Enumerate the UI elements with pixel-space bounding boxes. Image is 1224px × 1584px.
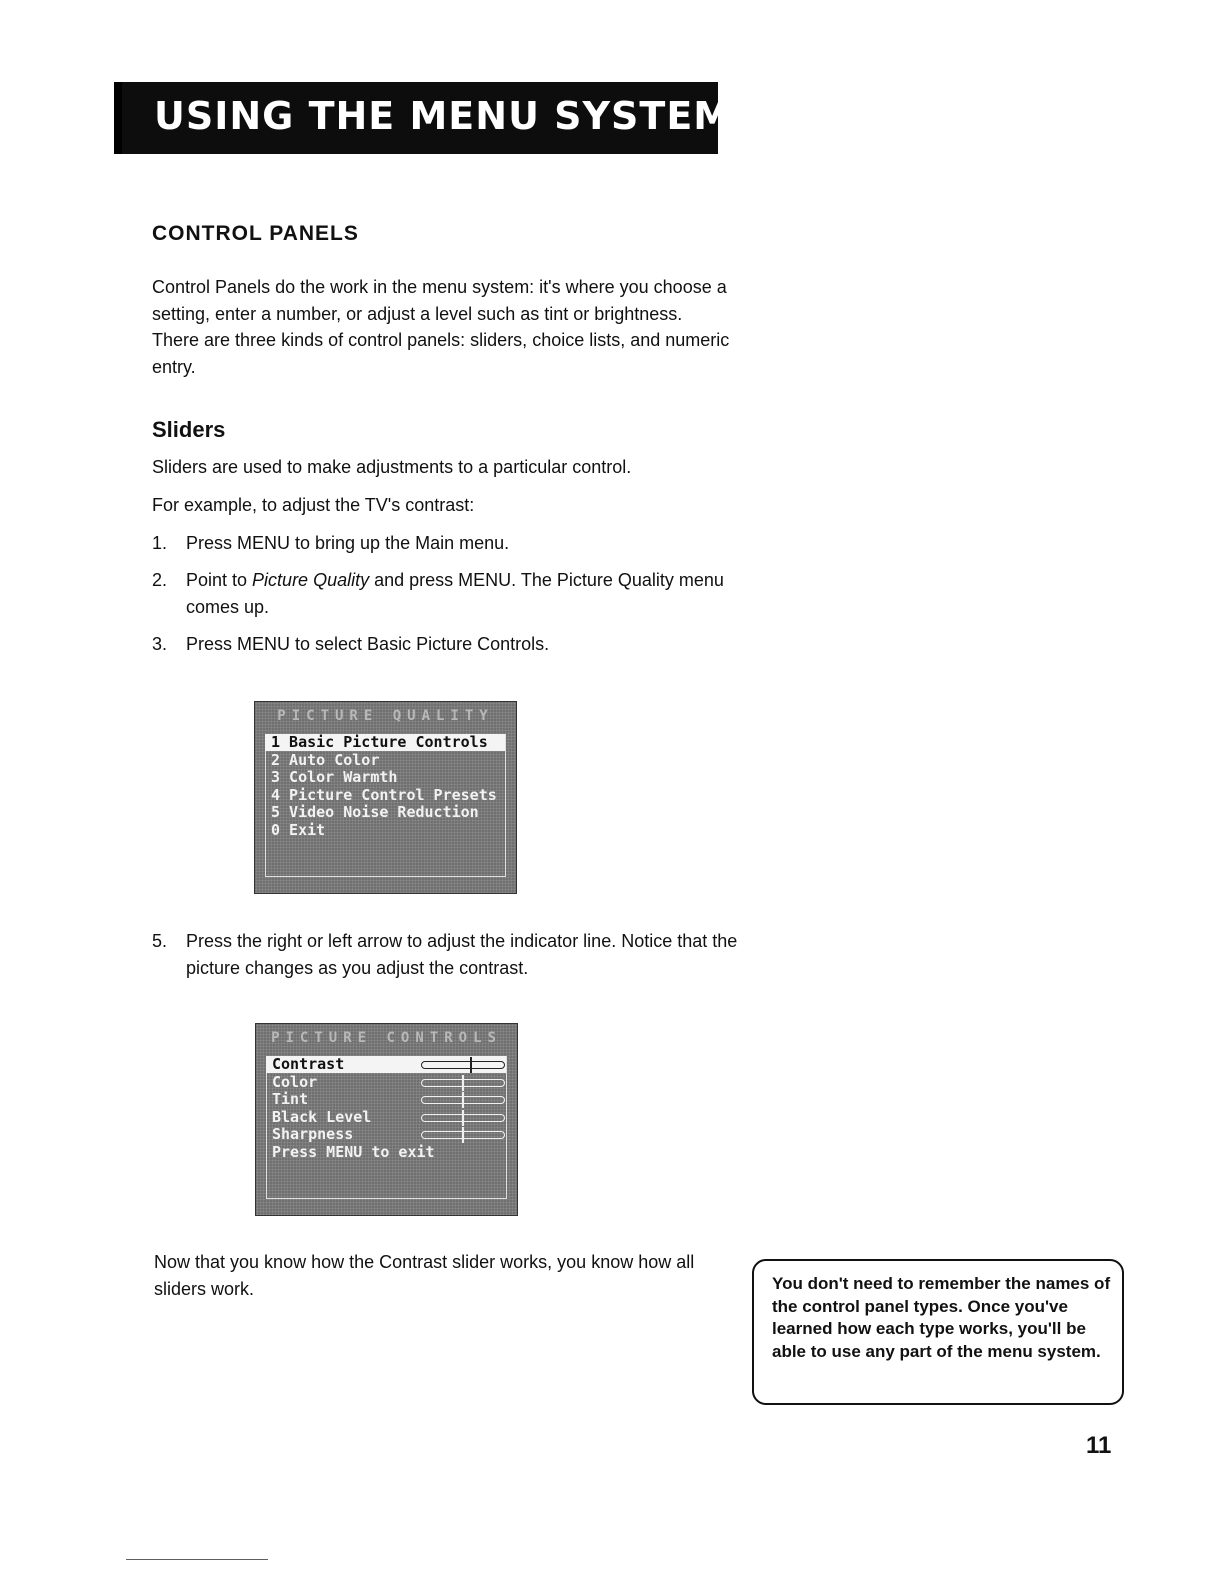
slider-track[interactable] bbox=[421, 1079, 505, 1087]
slider-track[interactable] bbox=[421, 1061, 505, 1069]
example-intro: For example, to adjust the TV's contrast: bbox=[152, 495, 475, 515]
page-number: 11 bbox=[1086, 1432, 1112, 1459]
sliders-description: Sliders are used to make adjustments to a particular control. bbox=[152, 457, 632, 477]
slider-track[interactable] bbox=[421, 1131, 505, 1139]
step-text: Point to Picture Quality and press MENU. The Picture Quality menu comes up. bbox=[186, 570, 724, 617]
conclusion-paragraph: Now that you know how the Contrast slider works, you know how all sliders work. bbox=[154, 1252, 695, 1299]
menu-item[interactable]: 3 Color Warmth bbox=[271, 768, 398, 786]
page-title: USING THE MENU SYSTEM bbox=[154, 94, 733, 138]
slider-row[interactable] bbox=[266, 1091, 500, 1108]
step-text: Press the right or left arrow to adjust the indicator line. Notice that the picture changes as you adjust the contrast. bbox=[186, 931, 738, 978]
slider-screen-footer: Press MENU to exit bbox=[272, 1143, 435, 1161]
slider-label: Contrast bbox=[272, 1055, 345, 1073]
slider-row[interactable] bbox=[266, 1056, 506, 1073]
slider-label: Tint bbox=[272, 1090, 309, 1108]
step-text: Press MENU to bring up the Main menu. bbox=[186, 533, 510, 553]
slider-indicator-line[interactable] bbox=[462, 1110, 464, 1126]
slider-indicator-line[interactable] bbox=[462, 1075, 464, 1091]
banner-bar bbox=[114, 82, 122, 154]
slider-screen-title: PICTURE CONTROLS bbox=[271, 1030, 502, 1046]
step-number: 5. bbox=[152, 931, 168, 951]
slider-indicator-line[interactable] bbox=[462, 1092, 464, 1108]
picture-quality-menu-screen bbox=[254, 701, 517, 894]
slider-track[interactable] bbox=[421, 1114, 505, 1122]
step-text: Press MENU to select Basic Picture Controls. bbox=[186, 634, 550, 654]
footnote-rule bbox=[126, 1559, 268, 1560]
menu-item[interactable]: 5 Video Noise Reduction bbox=[271, 803, 479, 821]
section-banner bbox=[114, 82, 733, 154]
slider-row[interactable] bbox=[266, 1126, 500, 1143]
menu-item[interactable]: 4 Picture Control Presets bbox=[271, 785, 497, 804]
slider-label: Color bbox=[272, 1072, 318, 1091]
picture-controls-slider-screen bbox=[255, 1023, 518, 1216]
step-number: 3. bbox=[152, 634, 168, 654]
menu-item[interactable]: 0 Exit bbox=[271, 820, 326, 839]
subsection-heading: Sliders bbox=[152, 417, 226, 442]
slider-label: Sharpness bbox=[272, 1125, 354, 1143]
tip-box bbox=[752, 1259, 1124, 1405]
slider-indicator-line[interactable] bbox=[462, 1127, 464, 1143]
step-number: 1. bbox=[152, 533, 168, 553]
intro-paragraph: Control Panels do the work in the menu system: it's where you choose a setting, enter a number, or adjust a level such as tint or brightness. There are three kinds of control panels: sliders, choice lists, and numeric entry. bbox=[152, 277, 730, 377]
slider-row[interactable] bbox=[266, 1074, 500, 1091]
slider-label: Black Level bbox=[272, 1107, 372, 1126]
tip-text: You don't need to remember the names of the control panel types. Once you've learned how each type works, you'll be able to use any part of the menu system. bbox=[772, 1274, 1111, 1361]
section-heading: CONTROL PANELS bbox=[152, 222, 359, 245]
slider-track[interactable] bbox=[421, 1096, 505, 1104]
slider-row[interactable] bbox=[266, 1109, 500, 1126]
menu-screen-title: PICTURE QUALITY bbox=[277, 708, 494, 724]
menu-item[interactable]: 2 Auto Color bbox=[271, 750, 380, 769]
slider-indicator-line[interactable] bbox=[470, 1057, 472, 1073]
menu-item[interactable]: 1 Basic Picture Controls bbox=[265, 734, 505, 751]
step-number: 2. bbox=[152, 570, 168, 590]
